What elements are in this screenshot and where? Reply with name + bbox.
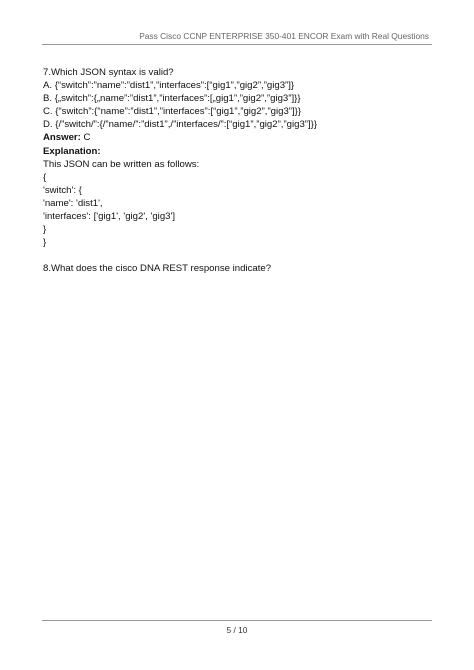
explanation-label: Explanation: (43, 145, 101, 157)
answer-value: C (83, 132, 91, 144)
answer-label: Answer: (43, 132, 81, 144)
page-body (43, 66, 443, 275)
page-number: 5 / 10 (226, 625, 248, 635)
option-b: B. {„switch”:{„name”:”dist1”,”interfaces”:[„gig1”,”gig2”,”gig3”]}} (43, 93, 301, 105)
option-d: D. {/”switch/”:{/”name/”:”dist1”,/”interfaces/”:[“gig1”,”gig2”,”gig3”]}} (43, 119, 318, 131)
answer-line (43, 131, 443, 144)
explanation-line: 'name': 'dist1', (43, 197, 103, 209)
explanation-line: 'interfaces': ['gig1', 'gig2', 'gig3'] (43, 211, 175, 223)
question-8-prompt: 8.What does the cisco DNA REST response indicate? (43, 263, 272, 275)
option-c: C. {“switch”:{“name”:”dist1”,”interfaces”:[“gig1”,”gig2”,”gig3”]}} (43, 106, 302, 118)
explanation-line: 'switch': { (43, 184, 82, 196)
header-title: Pass Cisco CCNP ENTERPRISE 350-401 ENCOR Exam with Real Questions (139, 31, 429, 41)
footer-divider (42, 620, 432, 621)
explanation-line: This JSON can be written as follows: (43, 158, 200, 170)
explanation-line: } (43, 224, 47, 236)
header-divider (42, 44, 432, 45)
explanation-line: } (43, 237, 47, 249)
spacer (43, 249, 443, 262)
explanation-line: { (43, 171, 47, 183)
option-a: A. {“switch”:”name”:”dist1”,”interfaces”:[“gig1”,”gig2”,”gig3”]} (43, 80, 295, 92)
question-7-prompt: 7.Which JSON syntax is valid? (43, 67, 174, 78)
